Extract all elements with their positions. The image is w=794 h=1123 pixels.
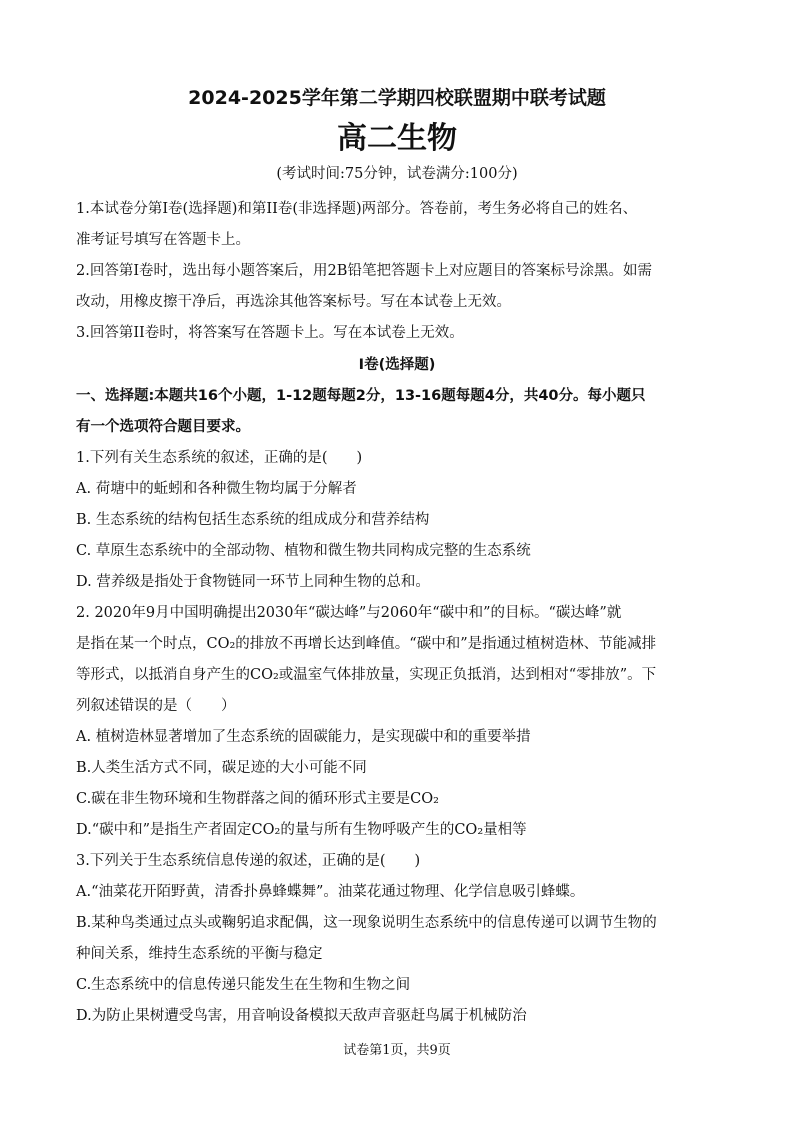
option-a: A. 荷塘中的蚯蚓和各种微生物均属于分解者 (76, 481, 357, 497)
question-stem: 2. 2020年9月中国明确提出2030年“碳达峰”与2060年“碳中和”的目标。“碳达峰”就 (76, 605, 622, 621)
instruction-line: 3.回答第II卷时，将答案写在答题卡上。写在本试卷上无效。 (76, 325, 464, 341)
question-stem: 列叙述错误的是（ ） (76, 698, 236, 714)
option-a: A. 植树造林显著增加了生态系统的固碳能力，是实现碳中和的重要举措 (76, 729, 531, 745)
question-stem: 等形式，以抵消自身产生的CO₂或温室气体排放量，实现正负抵消，达到相对“零排放”。下 (76, 667, 657, 683)
option-d: D. 营养级是指处于食物链同一环节上同种生物的总和。 (76, 574, 430, 590)
subject-title: 高二生物 (337, 121, 457, 156)
page-footer: 试卷第1页，共9页 (343, 1043, 451, 1058)
option-b-cont: 种间关系，维持生态系统的平衡与稳定 (76, 946, 323, 962)
option-d: D.“碳中和”是指生产者固定CO₂的量与所有生物呼吸产生的CO₂量相等 (76, 822, 527, 838)
question-stem: 1.下列有关生态系统的叙述，正确的是( ) (76, 450, 363, 466)
option-b: B.某种鸟类通过点头或鞠躬追求配偶，这一现象说明生态系统中的信息传递可以调节生物的 (76, 915, 657, 931)
instruction-line: 1.本试卷分第I卷(选择题)和第II卷(非选择题)两部分。答卷前，考生务必将自己的姓名、 (76, 201, 638, 217)
option-b: B. 生态系统的结构包括生态系统的组成成分和营养结构 (76, 512, 430, 528)
question-stem: 3.下列关于生态系统信息传递的叙述，正确的是( ) (76, 853, 421, 869)
question-stem: 是指在某一个时点，CO₂的排放不再增长达到峰值。“碳中和”是指通过植树造林、节能减排 (76, 636, 657, 652)
option-c: C.碳在非生物环境和生物群落之间的循环形式主要是CO₂ (76, 791, 439, 807)
section-heading: 一、选择题:本题共16个小题，1-12题每题2分，13-16题每题4分，共40分。每小题只 (76, 388, 646, 404)
option-b: B.人类生活方式不同，碳足迹的大小可能不同 (76, 760, 367, 776)
section-title: I卷(选择题) (358, 357, 436, 373)
section-heading: 有一个选项符合题目要求。 (76, 419, 250, 435)
instruction-line: 2.回答第I卷时，选出每小题答案后，用2B铅笔把答题卡上对应题目的答案标号涂黑。如需 (76, 263, 652, 279)
option-d: D.为防止果树遭受鸟害，用音响设备模拟天敌声音驱赶鸟属于机械防治 (76, 1008, 527, 1024)
instruction-line: 准考证号填写在答题卡上。 (76, 232, 250, 248)
instruction-line: 改动，用橡皮擦干净后，再选涂其他答案标号。写在本试卷上无效。 (76, 294, 511, 310)
option-c: C.生态系统中的信息传递只能发生在生物和生物之间 (76, 977, 411, 993)
exam-title: 2024-2025学年第二学期四校联盟期中联考试题 (188, 87, 606, 109)
option-a: A.“油菜花开陌野黄，清香扑鼻蜂蝶舞”。油菜花通过物理、化学信息吸引蜂蝶。 (76, 884, 585, 900)
exam-info: (考试时间:75分钟，试卷满分:100分) (276, 166, 518, 182)
option-c: C. 草原生态系统中的全部动物、植物和微生物共同构成完整的生态系统 (76, 543, 531, 559)
